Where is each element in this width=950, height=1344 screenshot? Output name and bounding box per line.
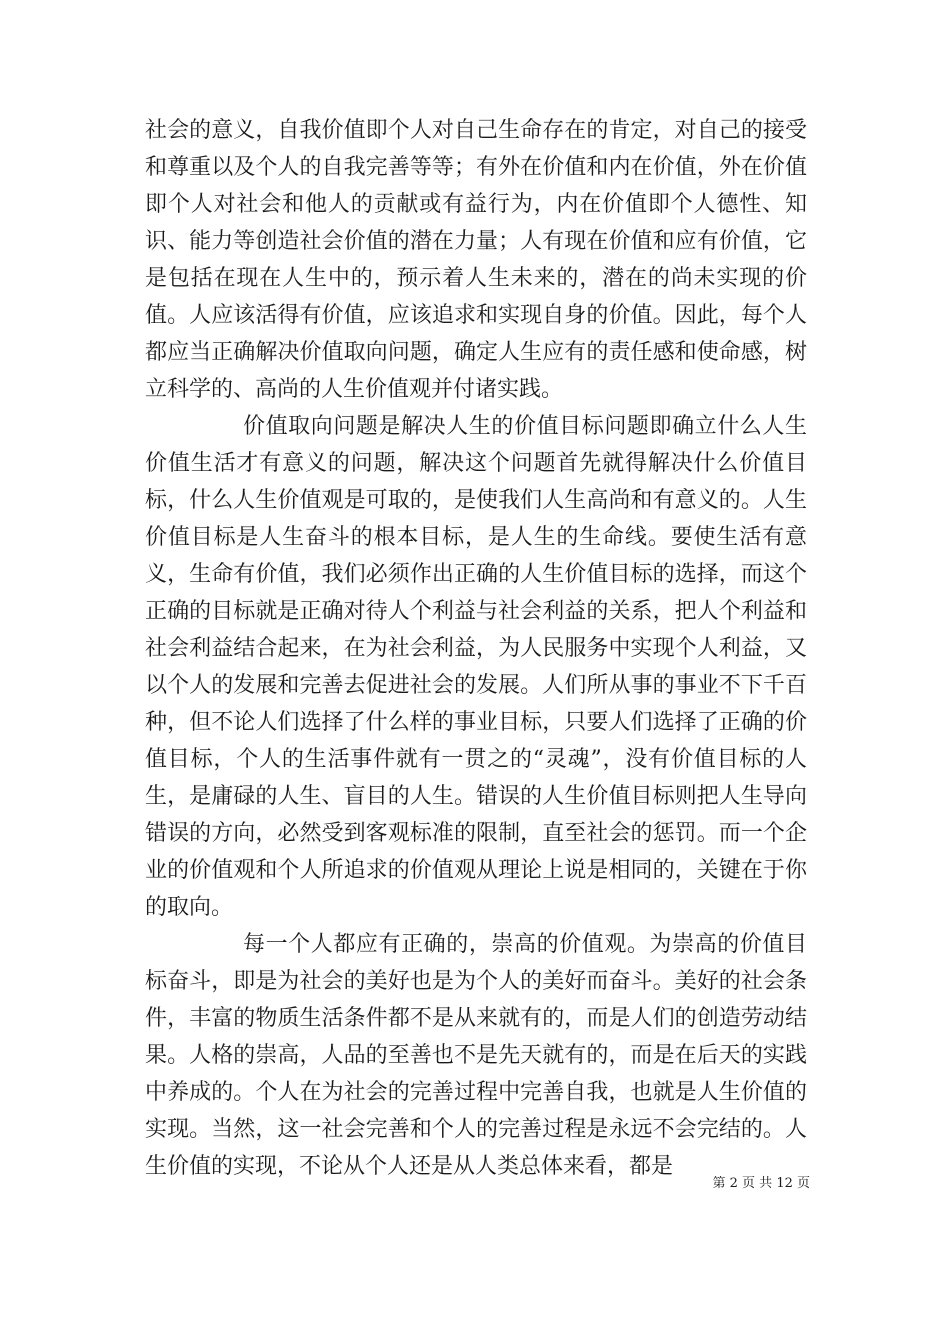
document-body	[145, 112, 807, 1185]
paragraph-2: 价值取向问题是解决人生的价值目标问题即确立什么人生价值生活才有意义的问题，解决这个问题首先就得解决什么价值目标，什么人生价值观是可取的，是使我们人生高尚和有意义的。人生价值目标是人生奋斗的根本目标，是人生的生命线。要使生活有意义，生命有价值，我们必须作出正确的人生价值目标的选择，而这个正确的目标就是正确对待人个利益与社会利益的关系，把人个利益和社会利益结合起来，在为社会利益，为人民服务中实现个人利益，又以个人的发展和完善去促进社会的发展。人们所从事的事业不下千百种，但不论人们选择了什么样的事业目标，只要人们选择了正确的价值目标，个人的生活事件就有一贯之的“灵魂”，没有价值目标的人生，是庸碌的人生、盲目的人生。错误的人生价值目标则把人生导向错误的方向，必然受到客观标准的限制，直至社会的惩罚。而一个企业的价值观和个人所追求的价值观从理论上说是相同的，关键在于你的取向。	[145, 414, 807, 920]
page-number-footer: 第 2 页 共 12 页	[712, 1176, 810, 1191]
paragraph-3: 每一个人都应有正确的，崇高的价值观。为崇高的价值目标奋斗，即是为社会的美好也是为个人的美好而奋斗。美好的社会条件，丰富的物质生活条件都不是从来就有的，而是人们的创造劳动结果。人格的崇高，人品的至善也不是先天就有的，而是在后天的实践中养成的。个人在为社会的完善过程中完善自我，也就是人生价值的实现。当然，这一社会完善和个人的完善过程是永远不会完结的。人生价值的实现，不论从个人还是从人类总体来看，都是	[145, 932, 807, 1179]
paragraph-1: 社会的意义，自我价值即个人对自己生命存在的肯定，对自己的接受和尊重以及个人的自我完善等等；有外在价值和内在价值，外在价值即个人对社会和他人的贡献或有益行为，内在价值即个人德性、知识、能力等创造社会价值的潜在力量；人有现在价值和应有价值，它是包括在现在人生中的，预示着人生未来的，潜在的尚未实现的价值。人应该活得有价值，应该追求和实现自身的价值。因此，每个人都应当正确解决价值取向问题，确定人生应有的责任感和使命感，树立科学的、高尚的人生价值观并付诸实践。	[145, 118, 807, 402]
